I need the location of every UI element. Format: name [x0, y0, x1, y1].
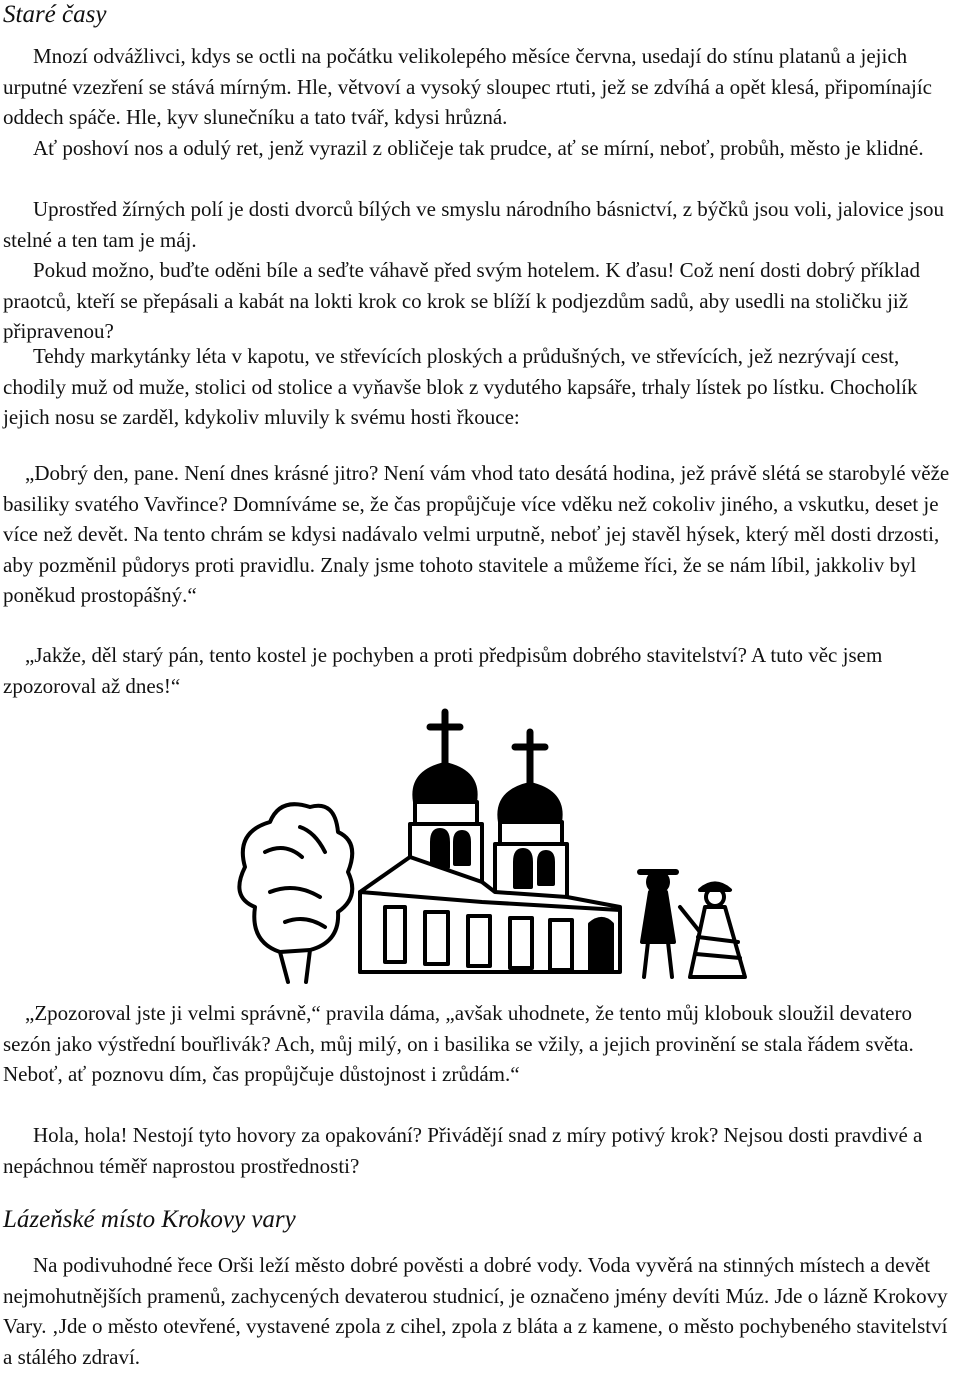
basilica-illustration: [210, 692, 770, 992]
tree-drawing: [239, 804, 352, 982]
right-tower-drawing: [495, 732, 567, 907]
church-nave-drawing: [360, 857, 620, 972]
paragraph-2: Ať poshoví nos a odulý ret, jenž vyrazil z obličeje tak prudce, ať se mírní, neboť, probůh, město je klidné.: [33, 136, 924, 160]
figures-drawing: [640, 872, 745, 977]
paragraph-3: Uprostřed žírných polí je dosti dvorců bílých ve smyslu národního básnictví, z býčků jsou voli, jalovice jsou stelné a ten tam je máj.: [3, 197, 945, 252]
paragraph-9: Hola, hola! Nestojí tyto hovory za opakování? Přivádějí snad z míry potivý krok? Nejsou dosti pravdivé a nepáchnou téměř naprostou prostřednosti?: [3, 1123, 923, 1178]
paragraph-1: Mnozí odvážlivci, kdys se octli na počátku velikolepého měsíce června, usedají do stínu platanů a jejich urputné vzezření se stává mírným. Hle, větvoví a vysoký sloupec rtuti, jež se zdvíhá a opět klesá, připomínajíc oddech spáče. Hle, kyv slunečníku a tato tvář, kdysi hrůzná.: [3, 44, 932, 129]
paragraph-6-quote: „Dobrý den, pane. Není dnes krásné jitro? Není vám vhod tato desátá hodina, jež právě slétá se starobylé věže basiliky svatého Vavřince? Domníváme se, že čas propůjčuje více vděku než cokoliv jiného, a vskutku, deset je více než devět. Na tento chrám se kdysi nadávalo velmi urputně, neboť jej stavěl hýsek, který měl dosti drzosti, aby pozměnil půdorys proti pravidlu. Znaly jsme tohoto stavitele a můžeme říci, že se nám líbil, jakkoliv byl poněkud prostopášný.“: [3, 461, 950, 607]
paragraph-7-quote: „Jakže, děl starý pán, tento kostel je pochyben a proti předpisům dobrého stavitelství? A tuto věc jsem zpozoroval až dnes!“: [3, 643, 883, 698]
section-heading-old-times: Staré časy: [3, 1, 107, 28]
paragraph-8-quote: „Zpozoroval jste ji velmi správně,“ pravila dáma, „avšak uhodnete, že tento můj klobouk sloužil devatero sezón jako výstřední bouřlivák? Ach, můj milý, on i basilika se vžily, a jejich provinění se stala řádem světa. Neboť, ať poznovu dím, čas propůjčuje důstojnost i zrůdám.“: [3, 1001, 914, 1086]
paragraph-10: Na podivuhodné řece Orši leží město dobré pověsti a dobré vody. Voda vyvěrá na stinných místech a devět nejmohutnějších pramenů, zachycených devaterou studnicí, je označeno jmény devíti Múz. Jde o lázně Krokovy Vary. ‚Jde o město otevřené, vystavené zpola z cihel, zpola z bláta a z kamene, o město pochybeného stavitelství a stálého zdraví.: [3, 1253, 948, 1369]
paragraph-4: Pokud možno, buďte oděni bíle a seďte váhavě před svým hotelem. K ďasu! Což není dosti dobrý příklad praotců, kteří se přepásali a kabát na lokti krok co krok se blíží k podjezdům sadů, aby usedli na stoličku již připravenou?: [3, 258, 920, 343]
section-heading-spa-town: Lázeňské místo Krokovy vary: [3, 1206, 296, 1233]
paragraph-5: Tehdy markytánky léta v kapotu, ve střevících ploských a průdušných, ve střevících, jež nezrývají cest, chodily muž od muže, stolici od stolice a vyňavše blok z vydutého kapsáře, trhaly lístek po lístku. Chocholík jejich nosu se zarděl, kdykoliv mluvily k svému hosti řkouce:: [3, 344, 918, 429]
